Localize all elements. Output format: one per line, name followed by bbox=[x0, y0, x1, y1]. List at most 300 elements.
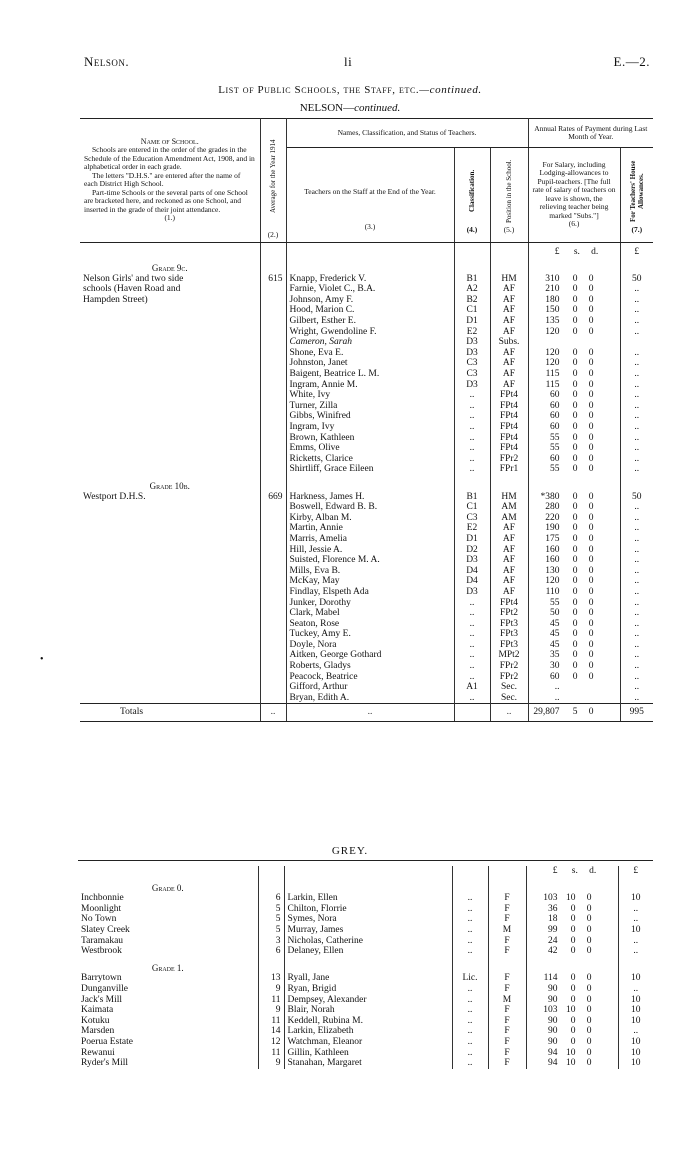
house-allowance: .. bbox=[634, 294, 640, 305]
teacher-shillings: 0 bbox=[572, 586, 578, 597]
grey-pence: 0 bbox=[586, 983, 592, 994]
teacher-pounds: 280 bbox=[545, 502, 560, 513]
teacher-pence: 0 bbox=[588, 390, 594, 401]
average-cell bbox=[260, 640, 286, 651]
teacher-name: Gilbert, Esther E. bbox=[286, 316, 454, 327]
teacher-shillings: 0 bbox=[572, 650, 578, 661]
school-cell bbox=[80, 401, 260, 412]
grey-teacher-name: Chilton, Florrie bbox=[284, 904, 452, 915]
teachers-column-header bbox=[286, 148, 454, 243]
teacher-salary bbox=[528, 411, 620, 422]
grey-teacher-name: Ryall, Jane bbox=[284, 973, 452, 984]
average-cell bbox=[260, 390, 286, 401]
house-allowance: .. bbox=[634, 618, 640, 629]
grey-school-name: Jack's Mill bbox=[78, 995, 258, 1006]
teacher-salary bbox=[528, 523, 620, 534]
teacher-pence: 0 bbox=[588, 629, 594, 640]
grey-school-row bbox=[78, 1026, 653, 1037]
teacher-row bbox=[80, 433, 653, 444]
teacher-row bbox=[80, 305, 653, 316]
house-allowance: .. bbox=[634, 682, 640, 693]
grey-position: F bbox=[488, 1005, 526, 1016]
average-cell: 615 bbox=[260, 274, 286, 285]
average-cell bbox=[260, 693, 286, 704]
totals-average: .. bbox=[260, 704, 286, 722]
grey-pounds: 18 bbox=[548, 914, 558, 925]
teacher-row bbox=[80, 274, 653, 285]
teacher-shillings: 0 bbox=[572, 671, 578, 682]
house-allowance: .. bbox=[634, 502, 640, 513]
grey-pence: 0 bbox=[586, 1058, 592, 1069]
classification: .. bbox=[454, 598, 490, 609]
house-allowance: .. bbox=[634, 453, 640, 464]
classification: D1 bbox=[454, 316, 490, 327]
teacher-row bbox=[80, 454, 653, 465]
school-name-line: Hampden Street) bbox=[80, 295, 260, 306]
house-allowance bbox=[620, 337, 653, 348]
teacher-shillings: 0 bbox=[572, 502, 578, 513]
average-cell bbox=[260, 587, 286, 598]
classification: D3 bbox=[454, 337, 490, 348]
teacher-shillings: 0 bbox=[572, 305, 578, 316]
house-allowance: .. bbox=[634, 305, 640, 316]
average-cell bbox=[260, 454, 286, 465]
teacher-salary bbox=[528, 672, 620, 683]
school-cell bbox=[80, 443, 260, 454]
school-cell bbox=[80, 650, 260, 661]
teacher-pounds: 35 bbox=[550, 650, 560, 661]
grey-average: 13 bbox=[258, 973, 284, 984]
teacher-salary bbox=[528, 513, 620, 524]
teacher-row bbox=[80, 650, 653, 661]
position: AF bbox=[490, 305, 528, 316]
house-allowance: .. bbox=[634, 326, 640, 337]
classification: .. bbox=[454, 693, 490, 704]
teacher-name: Roberts, Gladys bbox=[286, 661, 454, 672]
teacher-name: Marris, Amelia bbox=[286, 534, 454, 545]
teacher-shillings: 0 bbox=[572, 453, 578, 464]
running-header-left: Nelson. bbox=[84, 54, 130, 69]
teacher-pounds: 220 bbox=[545, 512, 560, 523]
teacher-salary bbox=[528, 327, 620, 338]
teacher-row bbox=[80, 502, 653, 513]
grey-position: F bbox=[488, 904, 526, 915]
grey-salary bbox=[526, 893, 618, 904]
grey-average: 5 bbox=[258, 914, 284, 925]
teacher-name: Farnie, Violet C., B.A. bbox=[286, 284, 454, 295]
teacher-pence: 0 bbox=[588, 294, 594, 305]
average-cell bbox=[260, 534, 286, 545]
teacher-row bbox=[80, 545, 653, 556]
average-cell bbox=[260, 348, 286, 359]
teacher-row bbox=[80, 369, 653, 380]
house-allowance: .. bbox=[634, 608, 640, 619]
teacher-name: Baigent, Beatrice L. M. bbox=[286, 369, 454, 380]
teacher-name: Harkness, James H. bbox=[286, 492, 454, 503]
teacher-row bbox=[80, 672, 653, 683]
position: Sec. bbox=[490, 682, 528, 693]
teacher-name: Cameron, Sarah bbox=[286, 337, 454, 348]
teacher-shillings: 0 bbox=[572, 369, 578, 380]
average-cell bbox=[260, 576, 286, 587]
teacher-row bbox=[80, 401, 653, 412]
classification-column-header bbox=[454, 148, 490, 243]
totals-pence: 0 bbox=[588, 707, 594, 718]
teacher-row bbox=[80, 284, 653, 295]
teacher-name: Suisted, Florence M. A. bbox=[286, 555, 454, 566]
teacher-pence: 0 bbox=[588, 512, 594, 523]
teacher-pounds: 210 bbox=[545, 284, 560, 295]
grey-school-row bbox=[78, 973, 653, 984]
teacher-pounds: 45 bbox=[550, 639, 560, 650]
grey-teacher-name: Stanahan, Margaret bbox=[284, 1058, 452, 1069]
col-number-7: (7.) bbox=[631, 224, 643, 234]
teacher-pence: 0 bbox=[588, 586, 594, 597]
grey-house-allowance: 10 bbox=[631, 1005, 641, 1016]
school-name-line: Nelson Girls' and two side bbox=[80, 274, 260, 285]
teacher-pence: 0 bbox=[588, 273, 594, 284]
teacher-shillings: 0 bbox=[572, 379, 578, 390]
school-cell bbox=[80, 693, 260, 704]
position-column-header bbox=[490, 148, 528, 243]
grey-top-rule bbox=[78, 860, 653, 861]
teacher-salary bbox=[528, 587, 620, 598]
classification: .. bbox=[454, 390, 490, 401]
teacher-name: Ingram, Annie M. bbox=[286, 380, 454, 391]
teacher-row bbox=[80, 661, 653, 672]
teacher-salary bbox=[528, 454, 620, 465]
teacher-pounds: 120 bbox=[545, 358, 560, 369]
teacher-row bbox=[80, 629, 653, 640]
grey-house-allowance: 10 bbox=[631, 994, 641, 1005]
average-header-text: Average for the Year 1914 bbox=[269, 139, 277, 213]
school-cell bbox=[80, 369, 260, 380]
grey-average: 3 bbox=[258, 936, 284, 947]
grey-school-name: Moonlight bbox=[78, 904, 258, 915]
position: AF bbox=[490, 316, 528, 327]
house-allowance: .. bbox=[634, 379, 640, 390]
grade-9c-spacer bbox=[454, 257, 490, 274]
teacher-shillings: 0 bbox=[572, 422, 578, 432]
grey-school-row bbox=[78, 893, 653, 904]
classification: .. bbox=[454, 672, 490, 683]
grey-shillings: 10 bbox=[566, 1005, 576, 1016]
grey-shillings: 0 bbox=[570, 994, 576, 1005]
grey-house-allowance: 10 bbox=[631, 1015, 641, 1026]
salary-units bbox=[528, 242, 620, 257]
house-allowance: .. bbox=[634, 358, 640, 369]
grey-salary bbox=[526, 946, 618, 957]
average-cell bbox=[260, 682, 286, 693]
teacher-pounds: 310 bbox=[545, 273, 560, 284]
classification: .. bbox=[454, 608, 490, 619]
teachers-header-text: Teachers on the Staff at the End of the Year. bbox=[304, 187, 436, 197]
grey-teacher-name: Larkin, Elizabeth bbox=[284, 1026, 452, 1037]
classification: A1 bbox=[454, 682, 490, 693]
teacher-pence: 0 bbox=[588, 576, 594, 587]
grey-teacher-name: Ryan, Brigid bbox=[284, 984, 452, 995]
teacher-shillings: 0 bbox=[572, 597, 578, 608]
teacher-salary bbox=[528, 369, 620, 380]
average-cell bbox=[260, 523, 286, 534]
grey-pence: 0 bbox=[586, 1026, 592, 1037]
position: HM bbox=[490, 274, 528, 285]
teacher-shillings: 0 bbox=[572, 512, 578, 523]
teacher-pounds: 55 bbox=[550, 464, 560, 475]
classification: D3 bbox=[454, 555, 490, 566]
teacher-row bbox=[80, 523, 653, 534]
average-cell bbox=[260, 629, 286, 640]
average-cell bbox=[260, 401, 286, 412]
house-allowance: .. bbox=[634, 586, 640, 597]
teacher-row bbox=[80, 348, 653, 359]
position: AF bbox=[490, 380, 528, 391]
school-cell bbox=[80, 555, 260, 566]
grey-salary bbox=[526, 995, 618, 1006]
grey-teacher-name: Watchman, Eleanor bbox=[284, 1037, 452, 1048]
grey-position: F bbox=[488, 984, 526, 995]
house-allowance: 50 bbox=[632, 273, 642, 284]
grey-average: 6 bbox=[258, 946, 284, 957]
grey-shillings: 0 bbox=[570, 903, 576, 914]
teacher-pence: 0 bbox=[588, 358, 594, 369]
grey-pence: 0 bbox=[586, 893, 592, 904]
grey-house-allowance: .. bbox=[633, 935, 639, 946]
school-cell bbox=[80, 454, 260, 465]
stray-mark: • bbox=[40, 654, 44, 665]
teacher-pence: 0 bbox=[588, 555, 594, 566]
teacher-pence: 0 bbox=[588, 284, 594, 295]
teacher-salary bbox=[528, 576, 620, 587]
teacher-row bbox=[80, 327, 653, 338]
teacher-pence: 0 bbox=[588, 326, 594, 337]
grey-position: F bbox=[488, 1037, 526, 1048]
salary-column-header bbox=[528, 148, 620, 243]
col-number-5: (5.) bbox=[503, 224, 515, 234]
grey-salary bbox=[526, 1016, 618, 1027]
teacher-name: Shone, Eva E. bbox=[286, 348, 454, 359]
grey-shillings: 10 bbox=[566, 1047, 576, 1058]
teacher-pounds: .. bbox=[554, 682, 560, 693]
teacher-pounds: 160 bbox=[545, 544, 560, 555]
col-number-3: (3.) bbox=[364, 221, 376, 231]
grey-grade-1-heading-row bbox=[78, 957, 653, 974]
teacher-pounds: 45 bbox=[550, 629, 560, 640]
grey-house-allowance: 10 bbox=[631, 1058, 641, 1069]
grey-grade-0-spacer bbox=[526, 877, 618, 894]
teacher-shillings: 0 bbox=[572, 608, 578, 619]
teacher-name: Findlay, Elspeth Ada bbox=[286, 587, 454, 598]
teacher-shillings: 0 bbox=[572, 284, 578, 295]
teacher-shillings: 0 bbox=[572, 432, 578, 443]
position: FPr2 bbox=[490, 661, 528, 672]
teacher-name: Wright, Gwendoline F. bbox=[286, 327, 454, 338]
average-cell bbox=[260, 411, 286, 422]
grey-classification: .. bbox=[452, 1048, 488, 1059]
grey-schools-table bbox=[78, 866, 653, 1069]
average-cell bbox=[260, 502, 286, 513]
grey-grade-1-spacer bbox=[452, 957, 488, 974]
house-allowance: .. bbox=[634, 650, 640, 661]
title-text: List of Public Schools, the Staff, etc. bbox=[218, 84, 420, 96]
grey-average: 11 bbox=[258, 1048, 284, 1059]
school-cell bbox=[80, 608, 260, 619]
teacher-salary bbox=[528, 629, 620, 640]
position: FPr1 bbox=[490, 464, 528, 475]
house-column-header bbox=[620, 148, 653, 243]
grey-pence-unit: d. bbox=[589, 866, 597, 876]
grey-pence: 0 bbox=[586, 924, 592, 935]
grey-grade-1-spacer bbox=[618, 957, 653, 974]
position: MPt2 bbox=[490, 650, 528, 661]
position: FPt4 bbox=[490, 443, 528, 454]
teacher-row bbox=[80, 422, 653, 433]
grey-school-name: Inchbonnie bbox=[78, 893, 258, 904]
teacher-shillings: 0 bbox=[572, 390, 578, 401]
grey-school-name: Slatey Creek bbox=[78, 925, 258, 936]
grey-salary-units bbox=[526, 866, 618, 877]
grey-shillings: 10 bbox=[566, 893, 576, 904]
grey-school-row bbox=[78, 904, 653, 915]
col-number-1: (1.) bbox=[164, 213, 176, 223]
grey-teacher-name: Larkin, Ellen bbox=[284, 893, 452, 904]
grey-pence: 0 bbox=[586, 1015, 592, 1026]
teacher-row bbox=[80, 295, 653, 306]
teacher-pounds: 115 bbox=[545, 379, 560, 390]
teacher-row bbox=[80, 358, 653, 369]
position: FPt3 bbox=[490, 619, 528, 630]
classification: C3 bbox=[454, 369, 490, 380]
totals-house: 995 bbox=[620, 704, 653, 722]
teacher-row bbox=[80, 380, 653, 391]
position: AF bbox=[490, 566, 528, 577]
teacher-salary bbox=[528, 337, 620, 348]
position: FPr2 bbox=[490, 454, 528, 465]
house-allowance: .. bbox=[634, 661, 640, 672]
school-cell bbox=[80, 598, 260, 609]
grey-school-name: Barrytown bbox=[78, 973, 258, 984]
teacher-shillings: 0 bbox=[572, 273, 578, 284]
house-allowance: 50 bbox=[632, 491, 642, 502]
position: FPt4 bbox=[490, 433, 528, 444]
teacher-shillings: 0 bbox=[572, 347, 578, 358]
grey-classification: .. bbox=[452, 1026, 488, 1037]
grey-salary bbox=[526, 904, 618, 915]
teacher-name: McKay, May bbox=[286, 576, 454, 587]
teacher-salary bbox=[528, 422, 620, 433]
teacher-pounds: 160 bbox=[545, 555, 560, 566]
teacher-salary bbox=[528, 348, 620, 359]
teacher-name: Emms, Olive bbox=[286, 443, 454, 454]
teacher-row bbox=[80, 598, 653, 609]
grey-shillings: 0 bbox=[570, 1015, 576, 1026]
grey-school-row bbox=[78, 1037, 653, 1048]
teacher-pence: 0 bbox=[588, 661, 594, 672]
teacher-pence: 0 bbox=[588, 491, 594, 502]
grey-house-allowance: 10 bbox=[631, 924, 641, 935]
grey-position: M bbox=[488, 995, 526, 1006]
classification: E2 bbox=[454, 523, 490, 534]
teacher-pounds: 55 bbox=[550, 597, 560, 608]
grey-pounds: 24 bbox=[548, 935, 558, 946]
teacher-pounds: 150 bbox=[545, 305, 560, 316]
grey-school-name: No Town bbox=[78, 914, 258, 925]
house-allowance: .. bbox=[634, 555, 640, 566]
grey-average: 5 bbox=[258, 925, 284, 936]
grey-school-row bbox=[78, 914, 653, 925]
teacher-salary bbox=[528, 598, 620, 609]
teacher-row bbox=[80, 316, 653, 327]
grey-teacher-name: Blair, Norah bbox=[284, 1005, 452, 1016]
teacher-name: White, Ivy bbox=[286, 390, 454, 401]
classification: A2 bbox=[454, 284, 490, 295]
grey-grade-1-spacer bbox=[526, 957, 618, 974]
teacher-shillings: 0 bbox=[572, 294, 578, 305]
running-header-right: E.—2. bbox=[613, 54, 650, 69]
grade-9c-spacer bbox=[260, 257, 286, 274]
average-cell bbox=[260, 566, 286, 577]
house-allowance: .. bbox=[634, 369, 640, 380]
teacher-name: Turner, Zilla bbox=[286, 401, 454, 412]
totals-class bbox=[454, 704, 490, 722]
grade-9c-heading-row bbox=[80, 257, 653, 274]
classification: C3 bbox=[454, 513, 490, 524]
grey-school-name: Kotuku bbox=[78, 1016, 258, 1027]
grey-pence: 0 bbox=[586, 903, 592, 914]
grey-classification: .. bbox=[452, 1005, 488, 1016]
grey-pence: 0 bbox=[586, 1005, 592, 1016]
teacher-pounds: 55 bbox=[550, 443, 560, 454]
house-allowance: .. bbox=[634, 565, 640, 576]
house-allowance: .. bbox=[634, 400, 640, 411]
average-cell bbox=[260, 513, 286, 524]
grey-pounds: 114 bbox=[543, 973, 558, 984]
grey-school-row bbox=[78, 946, 653, 957]
classification: C1 bbox=[454, 502, 490, 513]
grade-10b-spacer bbox=[260, 475, 286, 492]
grey-grade-0-spacer bbox=[258, 877, 284, 894]
teacher-name: Peacock, Beatrice bbox=[286, 672, 454, 683]
subtitle-text: NELSON— bbox=[299, 102, 355, 114]
grey-pounds: 103 bbox=[543, 893, 558, 904]
teacher-salary bbox=[528, 640, 620, 651]
col-number-4: (4.) bbox=[466, 224, 478, 234]
teacher-shillings: 0 bbox=[572, 326, 578, 337]
teacher-pounds: 60 bbox=[550, 390, 560, 401]
position: AF bbox=[490, 295, 528, 306]
teacher-pence: 0 bbox=[588, 305, 594, 316]
grey-shillings: 0 bbox=[570, 1036, 576, 1047]
position: HM bbox=[490, 492, 528, 503]
col-number-2: (2.) bbox=[267, 230, 279, 239]
teacher-pence: 0 bbox=[588, 400, 594, 411]
grey-grade-0-spacer bbox=[284, 877, 452, 894]
teacher-salary bbox=[528, 284, 620, 295]
teacher-salary bbox=[528, 433, 620, 444]
position: FPt3 bbox=[490, 640, 528, 651]
teacher-row bbox=[80, 587, 653, 598]
grey-school-row bbox=[78, 1016, 653, 1027]
teacher-pounds: 60 bbox=[550, 422, 560, 432]
school-cell bbox=[80, 337, 260, 348]
nelson-table-body bbox=[80, 242, 653, 722]
teacher-pence: 0 bbox=[588, 533, 594, 544]
grey-classification: .. bbox=[452, 984, 488, 995]
classification: .. bbox=[454, 433, 490, 444]
teacher-row bbox=[80, 513, 653, 524]
grey-position: F bbox=[488, 1016, 526, 1027]
teacher-shillings: 0 bbox=[572, 639, 578, 650]
